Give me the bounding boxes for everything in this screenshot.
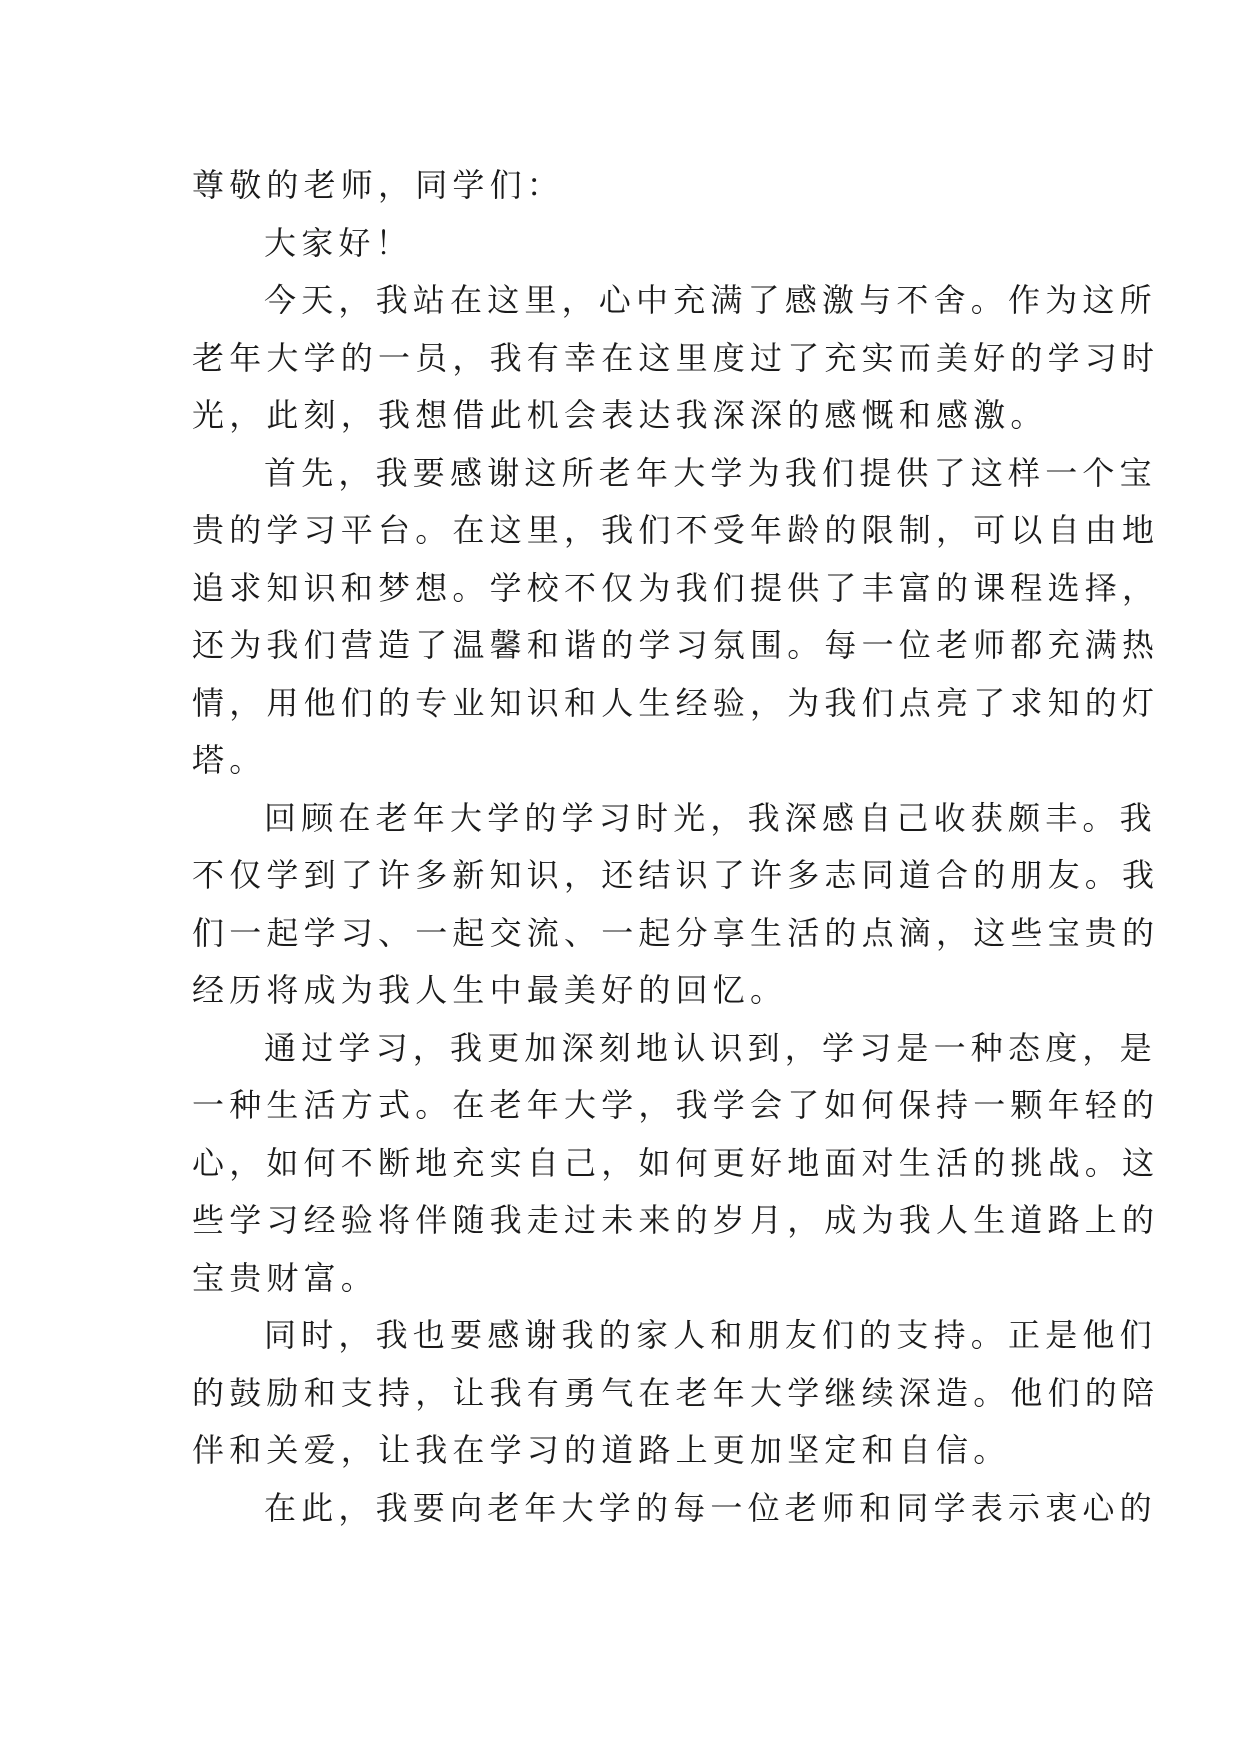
paragraph-line: 一种生活方式。在老年大学，我学会了如何保持一颗年轻的 (192, 1086, 1160, 1124)
paragraph-line: 今天，我站在这里，心中充满了感激与不舍。作为这所 (264, 281, 1157, 319)
paragraph-line: 追求知识和梦想。学校不仅为我们提供了丰富的课程选择， (192, 568, 1160, 607)
paragraph-line: 伴和关爱，让我在学习的道路上更加坚定和自信。 (192, 1431, 1011, 1469)
paragraph-line: 回顾在老年大学的学习时光，我深感自己收获颇丰。我 (264, 798, 1157, 837)
paragraph-line: 心，如何不断地充实自己，如何更好地面对生活的挑战。这 (192, 1143, 1160, 1182)
paragraph-line: 宝贵财富。 (192, 1258, 379, 1297)
paragraph-line: 些学习经验将伴随我走过未来的岁月，成为我人生道路上的 (192, 1201, 1160, 1239)
paragraph-line: 通过学习，我更加深刻地认识到，学习是一种态度，是 (264, 1028, 1157, 1067)
paragraph-line: 还为我们营造了温馨和谐的学习氛围。每一位老师都充满热 (192, 626, 1160, 664)
paragraph-2 (192, 445, 1160, 790)
paragraph-line: 贵的学习平台。在这里，我们不受年龄的限制，可以自由地 (192, 511, 1160, 549)
paragraph-line: 在此，我要向老年大学的每一位老师和同学表示衷心的 (264, 1488, 1157, 1527)
paragraph-line: 情，用他们的专业知识和人生经验，为我们点亮了求知的灯 (192, 683, 1160, 722)
paragraph-line: 不仅学到了许多新知识，还结识了许多志同道合的朋友。我 (192, 856, 1160, 894)
paragraph-6 (192, 1480, 1157, 1538)
salutation: 尊敬的老师，同学们： (192, 166, 565, 204)
paragraph-line: 塔。 (192, 741, 267, 779)
paragraph-line: 经历将成为我人生中最美好的回忆。 (192, 971, 788, 1009)
paragraph-line: 老年大学的一员，我有幸在这里度过了充实而美好的学习时 (192, 338, 1160, 377)
paragraph-line: 们一起学习、一起交流、一起分享生活的点滴，这些宝贵的 (192, 913, 1160, 952)
greeting: 大家好！ (264, 223, 413, 262)
paragraph-line: 同时，我也要感谢我的家人和朋友们的支持。正是他们 (264, 1316, 1157, 1354)
paragraph-line: 首先，我要感谢这所老年大学为我们提供了这样一个宝 (264, 453, 1157, 492)
paragraph-1 (192, 272, 1160, 445)
paragraph-3 (192, 790, 1160, 1020)
paragraph-4 (192, 1020, 1160, 1308)
paragraph-5 (192, 1307, 1160, 1480)
paragraph-line: 的鼓励和支持，让我有勇气在老年大学继续深造。他们的陪 (192, 1373, 1160, 1412)
document-body (192, 157, 1160, 1537)
paragraph-line: 光，此刻，我想借此机会表达我深深的感慨和感激。 (192, 396, 1048, 434)
